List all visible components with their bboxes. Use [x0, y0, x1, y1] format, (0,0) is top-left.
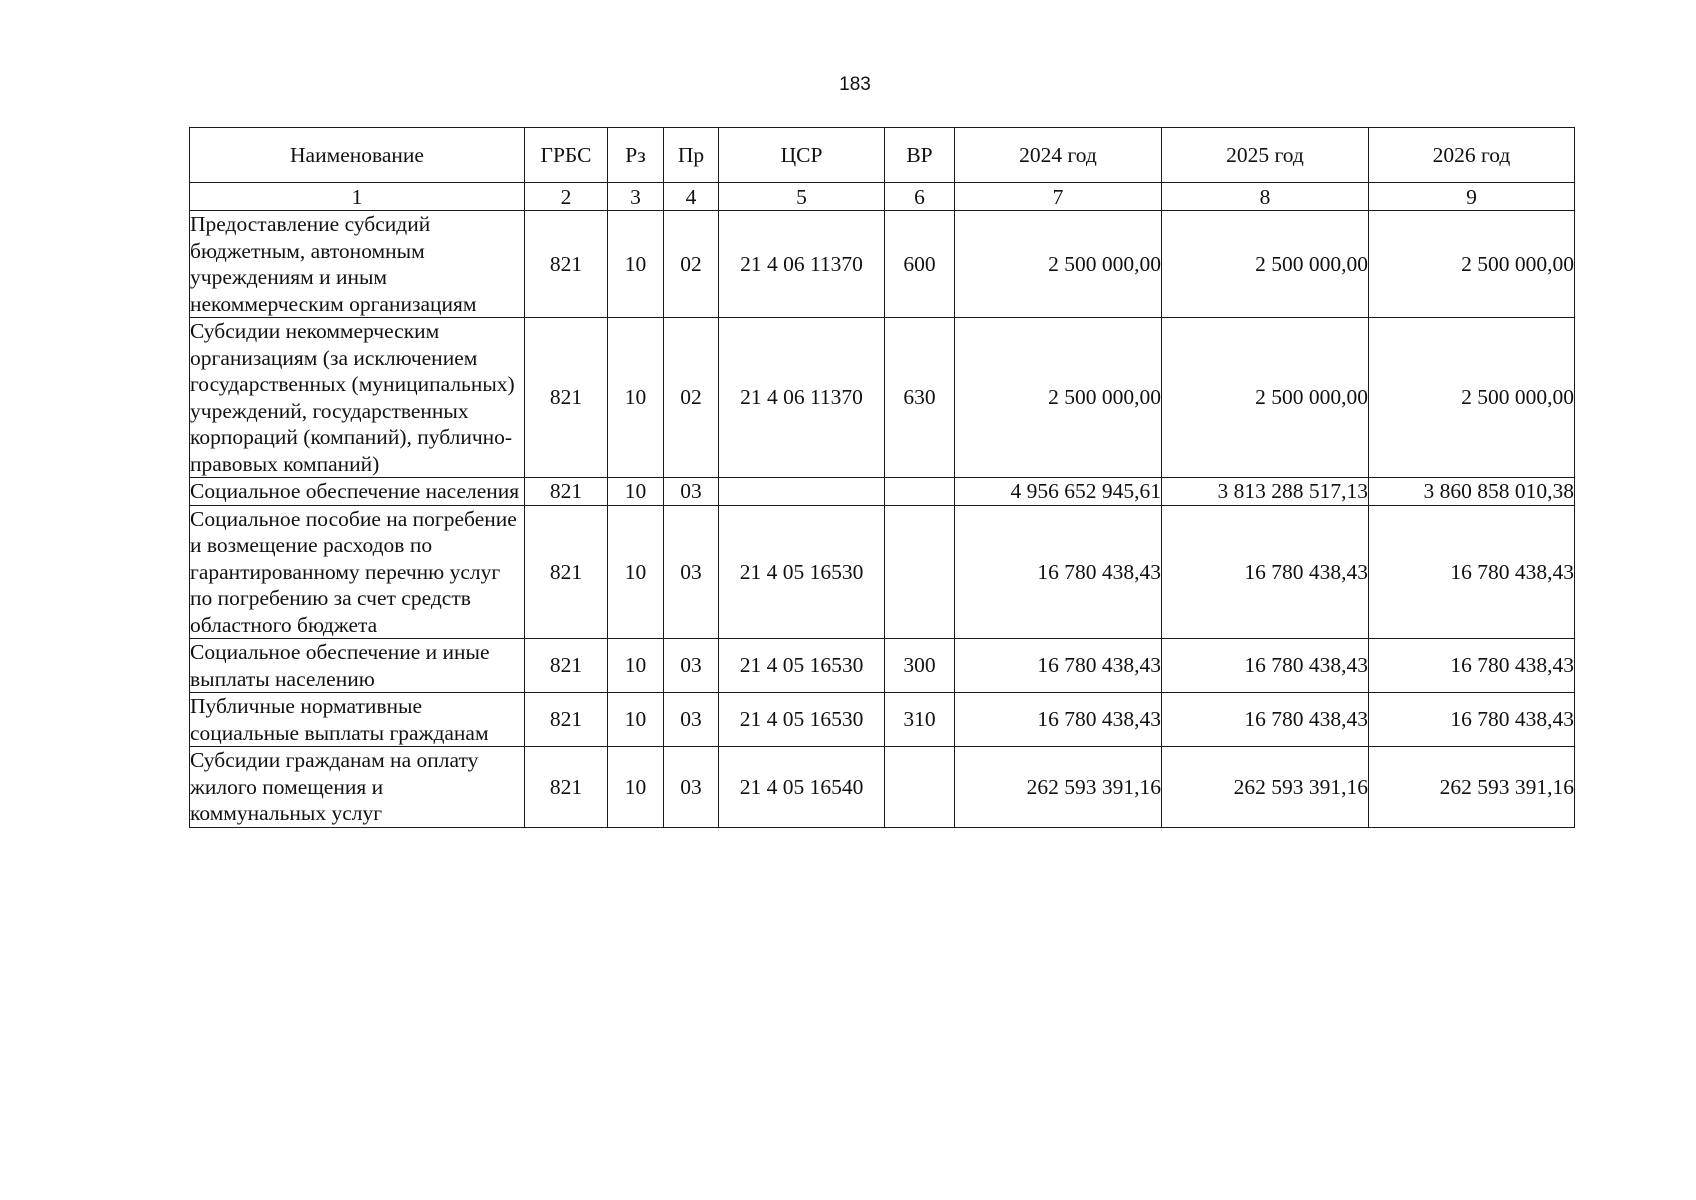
table-row — [190, 211, 1575, 318]
row-rz: 10 — [608, 478, 664, 506]
page-number: 183 — [839, 74, 871, 95]
row-rz: 10 — [608, 747, 664, 828]
row-vr: 310 — [885, 693, 955, 747]
table-body — [190, 211, 1575, 828]
row-vr — [885, 505, 955, 639]
row-pr: 02 — [664, 211, 719, 318]
column-number: 3 — [608, 183, 664, 211]
row-amount-2026: 2 500 000,00 — [1369, 318, 1575, 478]
row-amount-2025: 3 813 288 517,13 — [1162, 478, 1369, 506]
table-header — [190, 128, 1575, 211]
row-amount-2024: 262 593 391,16 — [955, 747, 1162, 828]
row-amount-2025: 16 780 438,43 — [1162, 505, 1369, 639]
header-rz: Рз — [608, 128, 664, 183]
row-pr: 02 — [664, 318, 719, 478]
row-name: Публичные нормативные социальные выплаты гражданам — [190, 693, 525, 747]
row-grbs: 821 — [525, 478, 608, 506]
column-number: 6 — [885, 183, 955, 211]
header-vr: ВР — [885, 128, 955, 183]
header-pr: Пр — [664, 128, 719, 183]
row-name: Социальное пособие на погребение и возмещение расходов по гарантированному перечню услуг по погребению за счет средств областного бюджета — [190, 505, 525, 639]
row-rz: 10 — [608, 211, 664, 318]
row-amount-2026: 16 780 438,43 — [1369, 639, 1575, 693]
row-rz: 10 — [608, 693, 664, 747]
row-amount-2026: 262 593 391,16 — [1369, 747, 1575, 828]
row-csr — [719, 478, 885, 506]
header-name: Наименование — [190, 128, 525, 183]
row-name: Субсидии гражданам на оплату жилого помещения и коммунальных услуг — [190, 747, 525, 828]
row-grbs: 821 — [525, 505, 608, 639]
row-rz: 10 — [608, 318, 664, 478]
column-number: 1 — [190, 183, 525, 211]
table-row — [190, 505, 1575, 639]
budget-table — [189, 127, 1575, 828]
table-row — [190, 478, 1575, 506]
row-amount-2025: 16 780 438,43 — [1162, 693, 1369, 747]
row-csr: 21 4 05 16540 — [719, 747, 885, 828]
header-grbs: ГРБС — [525, 128, 608, 183]
row-name: Социальное обеспечение и иные выплаты населению — [190, 639, 525, 693]
header-2025: 2025 год — [1162, 128, 1369, 183]
column-number: 2 — [525, 183, 608, 211]
row-pr: 03 — [664, 478, 719, 506]
row-vr — [885, 478, 955, 506]
row-amount-2026: 3 860 858 010,38 — [1369, 478, 1575, 506]
row-csr: 21 4 05 16530 — [719, 505, 885, 639]
row-amount-2026: 16 780 438,43 — [1369, 693, 1575, 747]
row-amount-2024: 16 780 438,43 — [955, 693, 1162, 747]
table-row — [190, 693, 1575, 747]
table-row — [190, 639, 1575, 693]
row-vr: 600 — [885, 211, 955, 318]
row-pr: 03 — [664, 639, 719, 693]
row-amount-2025: 2 500 000,00 — [1162, 318, 1369, 478]
row-grbs: 821 — [525, 211, 608, 318]
row-pr: 03 — [664, 693, 719, 747]
header-csr: ЦСР — [719, 128, 885, 183]
row-amount-2026: 2 500 000,00 — [1369, 211, 1575, 318]
row-amount-2025: 16 780 438,43 — [1162, 639, 1369, 693]
column-number: 4 — [664, 183, 719, 211]
row-name: Предоставление субсидий бюджетным, автономным учреждениям и иным некоммерческим организациям — [190, 211, 525, 318]
row-amount-2024: 2 500 000,00 — [955, 211, 1162, 318]
row-vr: 630 — [885, 318, 955, 478]
table-row — [190, 318, 1575, 478]
column-number: 9 — [1369, 183, 1575, 211]
column-number: 5 — [719, 183, 885, 211]
row-amount-2026: 16 780 438,43 — [1369, 505, 1575, 639]
row-amount-2024: 4 956 652 945,61 — [955, 478, 1162, 506]
column-number-row — [190, 183, 1575, 211]
row-grbs: 821 — [525, 639, 608, 693]
row-grbs: 821 — [525, 747, 608, 828]
row-amount-2024: 2 500 000,00 — [955, 318, 1162, 478]
row-csr: 21 4 05 16530 — [719, 639, 885, 693]
row-name: Социальное обеспечение населения — [190, 478, 525, 506]
table-row — [190, 747, 1575, 828]
row-pr: 03 — [664, 505, 719, 639]
row-csr: 21 4 05 16530 — [719, 693, 885, 747]
row-csr: 21 4 06 11370 — [719, 211, 885, 318]
row-amount-2024: 16 780 438,43 — [955, 639, 1162, 693]
header-row — [190, 128, 1575, 183]
row-grbs: 821 — [525, 693, 608, 747]
row-csr: 21 4 06 11370 — [719, 318, 885, 478]
row-vr: 300 — [885, 639, 955, 693]
row-rz: 10 — [608, 639, 664, 693]
row-rz: 10 — [608, 505, 664, 639]
column-number: 8 — [1162, 183, 1369, 211]
column-number: 7 — [955, 183, 1162, 211]
row-name: Субсидии некоммерческим организациям (за исключением государственных (муниципальных) учреждений, государственных корпораций (компаний), публично-правовых компаний) — [190, 318, 525, 478]
header-2024: 2024 год — [955, 128, 1162, 183]
header-2026: 2026 год — [1369, 128, 1575, 183]
row-amount-2025: 262 593 391,16 — [1162, 747, 1369, 828]
row-amount-2024: 16 780 438,43 — [955, 505, 1162, 639]
row-vr — [885, 747, 955, 828]
row-amount-2025: 2 500 000,00 — [1162, 211, 1369, 318]
row-grbs: 821 — [525, 318, 608, 478]
row-pr: 03 — [664, 747, 719, 828]
